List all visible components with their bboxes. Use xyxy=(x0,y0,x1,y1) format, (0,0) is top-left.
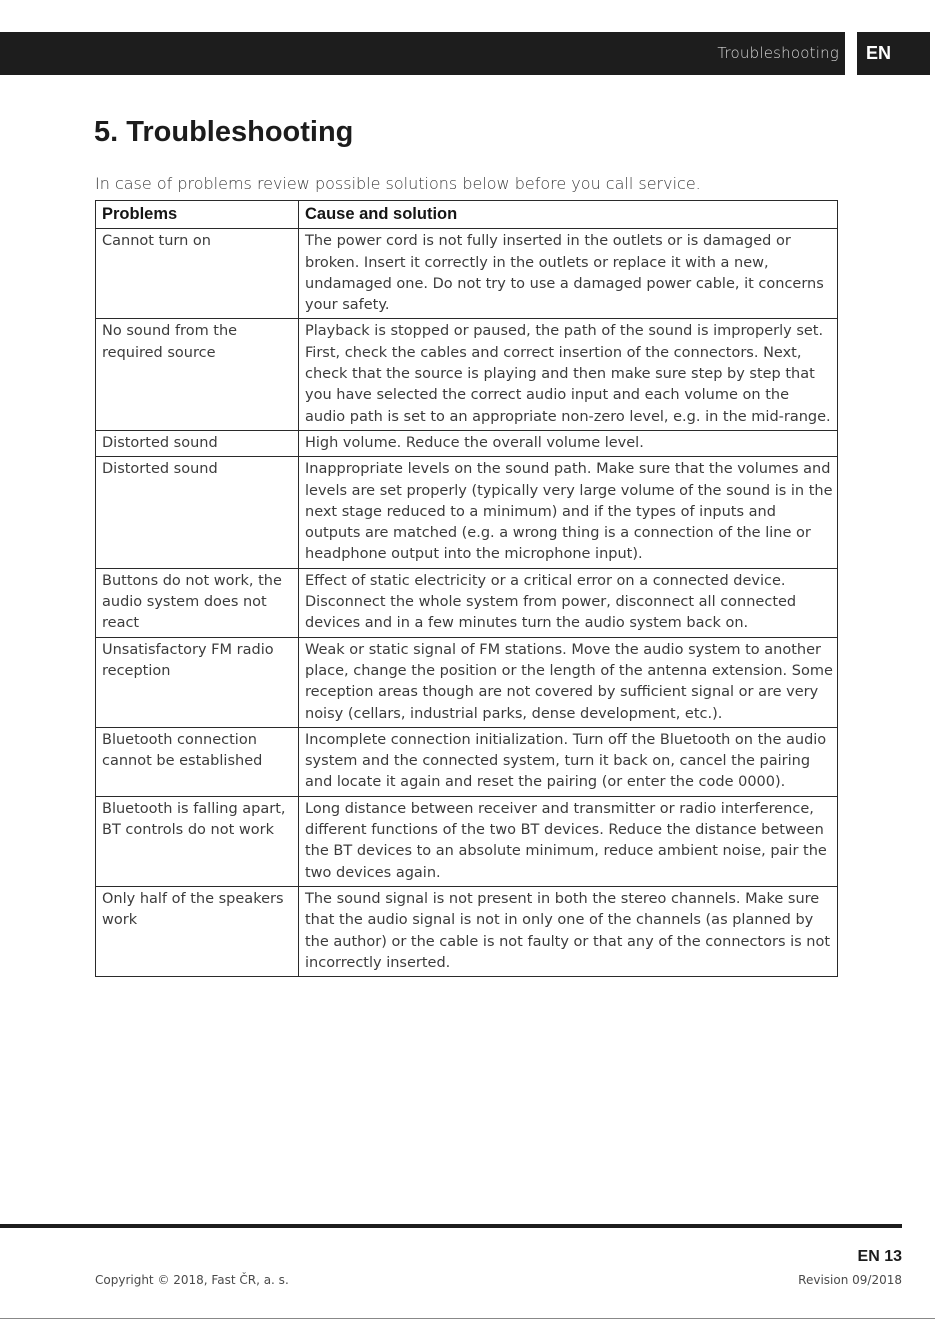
solution-cell: Effect of static electricity or a critical error on a connected device. Disconnect the whole system from power, disconnect all connected devices and in a few minutes turn the audio system back on. xyxy=(299,568,838,637)
problem-cell: Distorted sound xyxy=(96,430,299,456)
troubleshooting-table xyxy=(95,200,838,977)
header-section-title: Troubleshooting xyxy=(717,44,839,62)
table-row xyxy=(96,430,838,456)
table-row xyxy=(96,229,838,319)
table-header-row xyxy=(96,201,838,229)
page-number: EN 13 xyxy=(857,1248,902,1265)
problem-cell: Distorted sound xyxy=(96,457,299,568)
table-row xyxy=(96,796,838,886)
table-row xyxy=(96,637,838,727)
table-row xyxy=(96,319,838,430)
table-row xyxy=(96,568,838,637)
copyright-text: Copyright © 2018, Fast ČR, a. s. xyxy=(95,1273,289,1287)
solution-cell: Long distance between receiver and transmitter or radio interference, different functions of the two BT devices. Reduce the distance between the BT devices to an absolute minimum, reduce ambient noise, pair the two devices again. xyxy=(299,796,838,886)
page-bottom-edge xyxy=(0,1318,935,1319)
header-problems: Problems xyxy=(96,201,299,229)
intro-text: In case of problems review possible solutions below before you call service. xyxy=(95,174,701,193)
solution-cell: The sound signal is not present in both the stereo channels. Make sure that the audio signal is not in only one of the channels (as planned by the author) or the cable is not faulty or that any of the connectors is not incorrectly inserted. xyxy=(299,886,838,976)
problem-cell: No sound from the required source xyxy=(96,319,299,430)
table-row xyxy=(96,727,838,796)
solution-cell: Incomplete connection initialization. Turn off the Bluetooth on the audio system and the connected system, turn it back on, cancel the pairing and locate it again and reset the pairing (or enter the code 0000). xyxy=(299,727,838,796)
page-title: 5. Troubleshooting xyxy=(94,116,354,148)
solution-cell: Playback is stopped or paused, the path of the sound is improperly set. First, check the cables and correct insertion of the connectors. Next, check that the source is playing and then make sure step by step that you have selected the correct audio input and each volume on the audio path is set to an appropriate non-zero level, e.g. in the mid-range. xyxy=(299,319,838,430)
header-cause-solution: Cause and solution xyxy=(299,201,838,229)
problem-cell: Only half of the speakers work xyxy=(96,886,299,976)
problem-cell: Unsatisfactory FM radio reception xyxy=(96,637,299,727)
header-bar xyxy=(0,32,845,75)
solution-cell: High volume. Reduce the overall volume level. xyxy=(299,430,838,456)
problem-cell: Bluetooth is falling apart, BT controls do not work xyxy=(96,796,299,886)
problem-cell: Bluetooth connection cannot be established xyxy=(96,727,299,796)
revision-text: Revision 09/2018 xyxy=(798,1273,902,1287)
table-row xyxy=(96,886,838,976)
solution-cell: The power cord is not fully inserted in the outlets or is damaged or broken. Insert it correctly in the outlets or replace it with a new, undamaged one. Do not try to use a damaged power cable, it concerns your safety. xyxy=(299,229,838,319)
problem-cell: Buttons do not work, the audio system does not react xyxy=(96,568,299,637)
table-row xyxy=(96,457,838,568)
language-badge: EN xyxy=(857,32,930,75)
solution-cell: Weak or static signal of FM stations. Move the audio system to another place, change the position or the length of the antenna extension. Some reception areas though are not covered by sufficient signal or are very noisy (cellars, industrial parks, dense development, etc.). xyxy=(299,637,838,727)
footer-divider xyxy=(0,1224,902,1228)
problem-cell: Cannot turn on xyxy=(96,229,299,319)
solution-cell: Inappropriate levels on the sound path. Make sure that the volumes and levels are set properly (typically very large volume of the sound is in the next stage reduced to a minimum) and if the types of inputs and outputs are matched (e.g. a wrong thing is a connection of the line or headphone output into the microphone input). xyxy=(299,457,838,568)
